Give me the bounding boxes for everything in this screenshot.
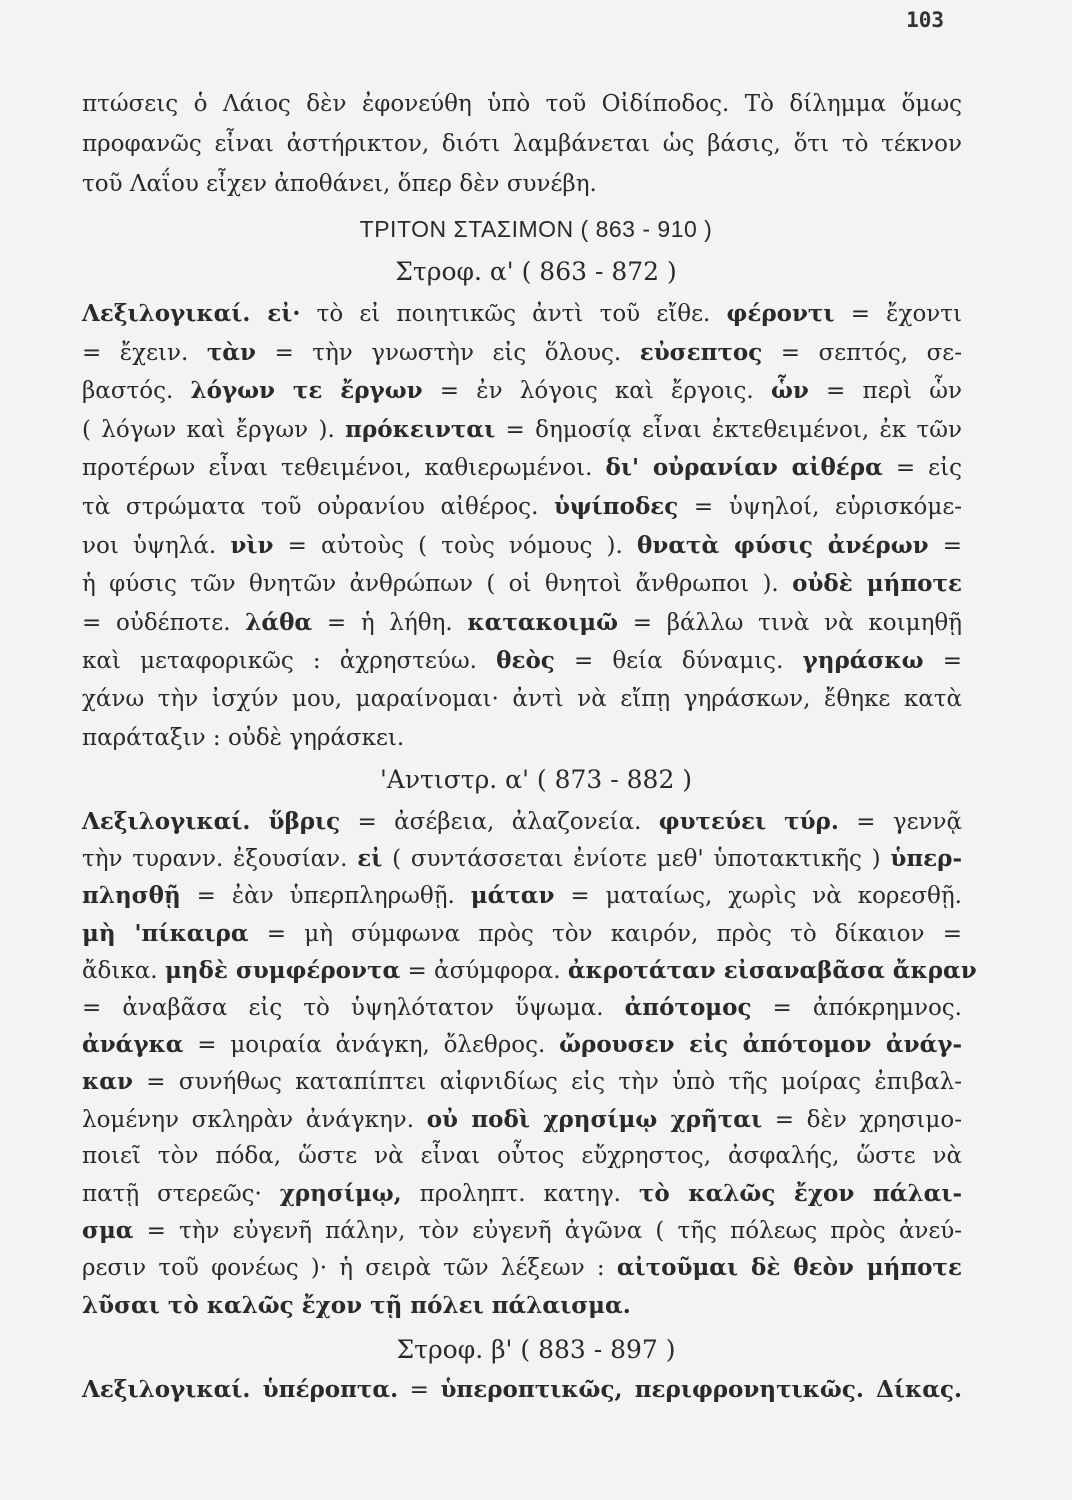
- lemma-term: λόγων τε ἔργων: [190, 377, 423, 405]
- gloss-text: = ματαίως, χωρὶς νὰ κορεσθῇ.: [554, 883, 962, 910]
- text-line: [82, 884, 962, 908]
- text-line: [82, 1378, 962, 1402]
- lemma-term: χρησίμῳ,: [279, 1180, 402, 1207]
- text-line: [82, 495, 962, 519]
- lemma-term: τὰν: [206, 338, 256, 366]
- gloss-text: λομένην σκληρὰν ἀνάγκην.: [82, 1106, 427, 1133]
- text-line: [82, 379, 962, 403]
- gloss-text: ρεσιν τοῦ φονέως )· ἡ σειρὰ τῶν λέξεων :: [82, 1255, 617, 1282]
- text-line: [82, 1070, 962, 1094]
- lemma-term: φυτεύει τύρ.: [658, 808, 839, 835]
- lemma-term: τὸ καλῶς ἔχον πάλαι-: [638, 1180, 962, 1207]
- lemma-term: πρόκεινται: [345, 415, 496, 443]
- gloss-text: νοι ὑψηλά.: [82, 532, 231, 559]
- strophe-a-heading: Στροφ. α' ( 863 - 872 ): [395, 257, 677, 286]
- text-line: προφανῶς εἶναι ἀστήρικτον, διότι λαμβάνεται ὡς βάσις, ὅτι τὸ τέκνον: [82, 131, 962, 157]
- lemma-term: Λεξιλογικαί. ὕβρις: [82, 808, 341, 835]
- lemma-term: λάθα: [245, 608, 313, 636]
- text-line: [82, 956, 977, 984]
- lemma-term: Λεξιλογικαί. εἰ·: [82, 300, 301, 327]
- text-line: [82, 649, 962, 673]
- antistrophe-a-heading: 'Αντιστρ. α' ( 873 - 882 ): [379, 765, 693, 794]
- gloss-text: = ἔχοντι: [834, 301, 963, 327]
- gloss-text: = γεννᾷ: [838, 809, 963, 835]
- gloss-text: = μὴ σύμφωνα πρὸς τὸν καιρόν, πρὸς τὸ δίκαιον =: [248, 920, 962, 947]
- gloss-text: = αὐτοὺς ( τοὺς νόμους ).: [273, 532, 638, 559]
- lemma-term: ἀπότομος: [624, 994, 752, 1021]
- lemma-term: ὑπεροπτικῶς, περιφρονητικῶς. Δίκας.: [440, 1376, 962, 1403]
- gloss-text: χάνω τὴν ἰσχύν μου, μαραίνομαι· ἀντὶ νὰ εἴπῃ γηράσκων, ἔθηκε κατὰ: [82, 686, 962, 712]
- lemma-term: πλησθῇ: [82, 882, 181, 910]
- text-line: [82, 338, 962, 366]
- text-line: [82, 456, 962, 480]
- text-line: [82, 572, 962, 596]
- text-line: [82, 810, 962, 834]
- gloss-text: = ἀναβᾶσα εἰς τὸ ὑψηλότατον ὕψωμα.: [82, 995, 625, 1021]
- lemma-term: δι' οὐρανίαν αἰθέρα: [605, 454, 883, 482]
- text-line: [82, 1105, 963, 1133]
- gloss-text: = βάλλω τινὰ νὰ κοιμηθῇ: [617, 609, 962, 636]
- gloss-text: = ἀσύμφορα.: [400, 957, 568, 984]
- lemma-term: αἰτοῦμαι δὲ θεὸν μήποτε: [616, 1254, 962, 1282]
- gloss-text: τὰ στρώματα τοῦ οὐρανίου αἰθέρος.: [82, 494, 555, 520]
- lemma-term: γηράσκω: [802, 647, 924, 675]
- lemma-term: ὑψίποδες: [554, 493, 679, 520]
- text-line: τοῦ Λαΐου εἶχεν ἀποθάνει, ὅπερ δὲν συνέβη.: [82, 171, 597, 197]
- gloss-text: = ἀπόκρημνος.: [751, 995, 962, 1021]
- lemma-term: μὴ 'πίκαιρα: [82, 919, 249, 947]
- text-line: [82, 1291, 962, 1319]
- text-line: [82, 531, 963, 559]
- lemma-term: εἰ: [357, 845, 383, 873]
- lemma-term: ὑπερ-: [890, 845, 962, 873]
- text-line: [82, 1219, 962, 1243]
- text-line: [82, 996, 962, 1020]
- gloss-text: τὴν τυρανν. ἐξουσίαν.: [82, 846, 358, 873]
- gloss-text: = τὴν γνωστὴν εἰς ὅλους.: [255, 339, 640, 366]
- text-line: [82, 608, 962, 636]
- gloss-text: = οὐδέποτε.: [82, 609, 246, 636]
- lemma-term: εὐσεπτος: [639, 338, 763, 366]
- text-line: [82, 1182, 962, 1206]
- gloss-text: = ἔχειν.: [82, 339, 207, 366]
- gloss-text: = δημοσίᾳ εἶναι ἐκτεθειμένοι, ἐκ τῶν: [495, 416, 962, 443]
- lemma-term: θνατὰ φύσις ἀνέρων: [637, 531, 929, 559]
- gloss-text: πατῇ στερεῶς·: [82, 1181, 280, 1207]
- gloss-text: ( λόγων καὶ ἔργων ).: [82, 416, 346, 443]
- lemma-term: ἀνάγκα: [82, 1031, 184, 1059]
- gloss-text: ποιεῖ τὸν πόδα, ὥστε νὰ εἶναι οὗτος εὔχρηστος, ἀσφαλής, ὥστε νὰ: [82, 1142, 962, 1169]
- text-line: [82, 919, 962, 947]
- gloss-text: βαστός.: [82, 378, 191, 405]
- gloss-text: = μοιραία ἀνάγκη, ὄλεθρος.: [183, 1032, 560, 1059]
- text-line: [82, 1256, 962, 1280]
- gloss-text: ἄδικα.: [82, 957, 165, 984]
- lemma-term: μάταν: [470, 882, 555, 910]
- text-line: [82, 847, 962, 871]
- text-line: [82, 1033, 962, 1057]
- gloss-text: = θεία δύναμις.: [554, 648, 803, 675]
- lemma-term: καν: [82, 1068, 133, 1096]
- text-line: [82, 415, 962, 443]
- lemma-term: νὶν: [230, 531, 274, 559]
- gloss-text: = ἐν λόγοις καὶ ἔργοις.: [422, 378, 771, 405]
- gloss-text: = συνήθως καταπίπτει αἰφνιδίως εἰς τὴν ὑπὸ τῆς μοίρας ἐπιβαλ-: [132, 1069, 962, 1096]
- section-title: ΤΡΙΤΟΝ ΣΤΑΣΙΜΟΝ ( 863 - 910 ): [359, 216, 713, 242]
- gloss-text: τὸ εἰ ποιητικῶς ἀντὶ τοῦ εἴθε.: [300, 301, 727, 327]
- lemma-term: φέροντι: [726, 300, 835, 327]
- page-number: 103: [906, 8, 944, 32]
- gloss-text: = τὴν εὐγενῆ πάλην, τὸν εὐγενῆ ἀγῶνα ( τῆς πόλεως πρὸς ἀνεύ-: [133, 1218, 962, 1245]
- gloss-text: =: [923, 648, 962, 675]
- gloss-text: =: [928, 532, 963, 559]
- lemma-term: σμα: [82, 1217, 134, 1245]
- lemma-term: ὤρουσεν εἰς ἀπότομον ἀνάγ-: [559, 1031, 962, 1059]
- gloss-text: = σεπτός, σε-: [762, 339, 962, 366]
- lemma-term: μηδὲ συμφέροντα: [164, 956, 401, 984]
- text-line: [82, 1142, 962, 1169]
- lemma-term: οὐδὲ μήποτε: [792, 570, 962, 598]
- gloss-text: καὶ μεταφορικῶς : ἀχρηστεύω.: [82, 648, 497, 675]
- gloss-text: = ἡ λήθη.: [312, 609, 468, 636]
- gloss-text: ( συντάσσεται ἐνίοτε μεθ' ὑποτακτικῆς ): [382, 846, 891, 873]
- gloss-text: προληπτ. κατηγ.: [401, 1181, 639, 1207]
- lemma-term: ὧν: [770, 377, 809, 405]
- gloss-text: = εἰς: [882, 455, 962, 482]
- gloss-text: = ἀσέβεια, ἀλαζονεία.: [340, 809, 659, 835]
- gloss-text: =: [398, 1377, 441, 1403]
- lemma-term: Λεξιλογικαί. ὑπέροπτα.: [82, 1376, 399, 1403]
- gloss-text: προτέρων εἶναι τεθειμένοι, καθιερωμένοι.: [82, 455, 606, 482]
- lemma-term: οὐ ποδὶ χρησίμῳ χρῆται: [426, 1105, 763, 1133]
- lemma-term: λῦσαι τὸ καλῶς ἔχον τῇ πόλει πάλαισμα.: [82, 1291, 631, 1319]
- lemma-term: ἀκροτάταν εἰσαναβᾶσα ἄκραν: [567, 956, 977, 984]
- text-line: [82, 302, 962, 326]
- text-line: πτώσεις ὁ Λάιος δὲν ἐφονεύθη ὑπὸ τοῦ Οἰδίποδος. Τὸ δίλημμα ὅμως: [82, 91, 962, 117]
- text-line: [82, 724, 962, 751]
- text-line: [82, 688, 962, 711]
- gloss-text: = ὑψηλοί, εὑρισκόμε-: [678, 494, 963, 520]
- gloss-text: = ἐὰν ὑπερπληρωθῇ.: [180, 883, 471, 910]
- lemma-term: κατακοιμῶ: [467, 608, 618, 636]
- lemma-term: θεὸς: [496, 647, 555, 675]
- gloss-text: ἡ φύσις τῶν θνητῶν ἀνθρώπων ( οἱ θνητοὶ ἄνθρωποι ).: [82, 571, 793, 598]
- gloss-text: παράταξιν : οὐδὲ γηράσκει.: [82, 724, 405, 751]
- gloss-text: = περὶ ὧν: [808, 378, 962, 405]
- gloss-text: = δὲν χρησιμο-: [762, 1106, 963, 1133]
- strophe-b-heading: Στροφ. β' ( 883 - 897 ): [396, 1335, 676, 1364]
